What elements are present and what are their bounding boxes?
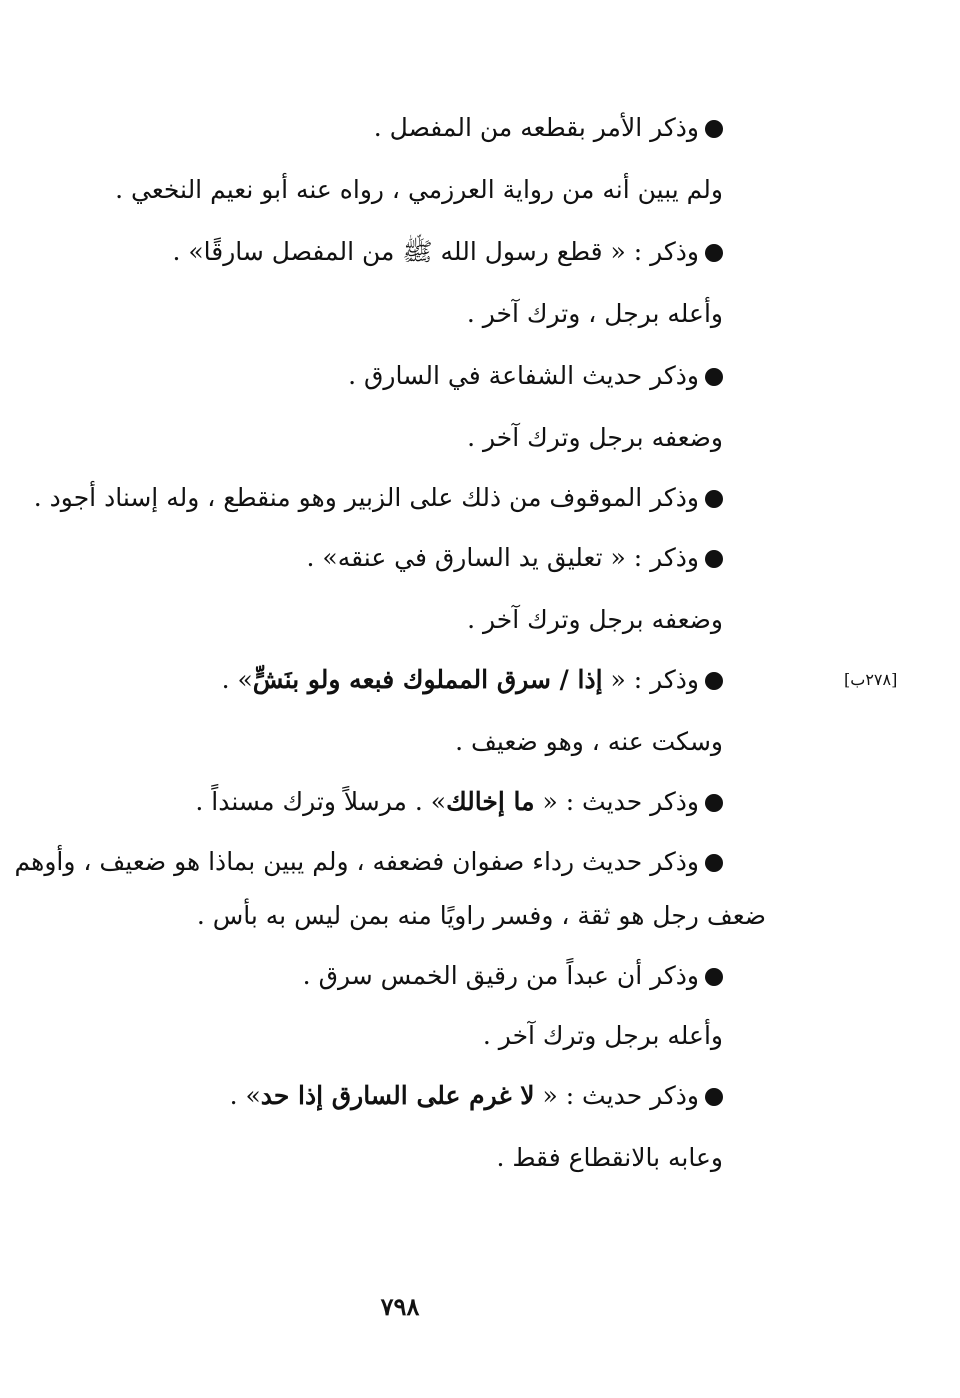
entry-line — [348, 358, 723, 394]
quoted-hadith: إذا / سرق المملوك فبعه ولو بنَشٍّ — [252, 665, 603, 694]
entry-prefix: وذكر حديث : « — [534, 1081, 699, 1110]
bullet-icon — [705, 550, 723, 568]
bullet-icon — [705, 120, 723, 138]
entry-line — [15, 844, 723, 880]
entry-line — [222, 662, 723, 698]
entry-prefix: وذكر : « — [602, 543, 699, 572]
entry-line — [307, 540, 723, 576]
comment-line — [467, 296, 723, 332]
bullet-icon — [705, 854, 723, 872]
comment-text: وعابه بالانقطاع فقط . — [496, 1143, 723, 1172]
entry-text: تعليق يد السارق في عنقه» . — [306, 543, 603, 572]
bullet-icon — [705, 490, 723, 508]
entry-suffix: » . مرسلاً وترك مسنداً . — [195, 787, 447, 816]
entry-text: وذكر الموقوف من ذلك على الزبير وهو منقطع ، وله إسناد أجود . — [33, 483, 699, 512]
comment-text: وسكت عنه ، وهو ضعيف . — [455, 727, 723, 756]
quoted-hadith: ما إخالك — [446, 787, 535, 816]
entry-line — [230, 1078, 723, 1114]
bullet-icon — [705, 672, 723, 690]
entry-text: وذكر أن عبداً من رقيق الخمس سرق . — [302, 961, 699, 990]
comment-text: ولم يبين أنه من رواية العرزمي ، رواه عنه أبو نعيم النخعي . — [115, 175, 723, 204]
manuscript-folio-marker: [٢٧٨ب] — [844, 670, 898, 689]
continuation-text: ضعف رجل هو ثقة ، وفسر راويًا منه بمن ليس به بأس . — [196, 901, 766, 930]
comment-line — [467, 602, 723, 638]
comment-text: وأعله برجل وترك آخر . — [482, 1021, 723, 1050]
comment-line — [455, 724, 723, 760]
comment-line — [483, 1018, 723, 1054]
entry-line — [303, 958, 723, 994]
bullet-icon — [705, 794, 723, 812]
entry-prefix: وذكر : « — [602, 237, 699, 266]
comment-line — [467, 420, 723, 456]
page-number: ٧٩٨ — [380, 1292, 420, 1321]
entry-text: وذكر حديث رداء صفوان فضعفه ، ولم يبين بماذا هو ضعيف ، وأوهم — [14, 847, 699, 876]
entry-line — [34, 480, 723, 516]
entry-line — [374, 110, 723, 146]
comment-text: وأعله برجل ، وترك آخر . — [466, 299, 723, 328]
entry-line — [172, 234, 723, 270]
comment-line — [115, 172, 723, 208]
entry-line — [195, 784, 723, 820]
entry-prefix: وذكر : « — [602, 665, 699, 694]
bullet-icon — [705, 244, 723, 262]
bullet-icon — [705, 368, 723, 386]
entry-suffix: » . — [229, 1081, 261, 1110]
comment-text: وضعفه برجل وترك آخر . — [467, 605, 723, 634]
quoted-hadith: لا غرم على السارق إذا حد — [260, 1081, 535, 1110]
entry-suffix: » . — [221, 665, 253, 694]
comment-text: وضعفه برجل وترك آخر . — [467, 423, 723, 452]
entry-text: قطع رسول الله ﷺ من المفصل سارقًا» . — [172, 237, 603, 266]
entry-text: وذكر الأمر بقطعه من المفصل . — [373, 113, 699, 142]
entry-text: وذكر حديث الشفاعة في السارق . — [348, 361, 699, 390]
continuation-line — [197, 898, 766, 934]
comment-line — [496, 1140, 723, 1176]
bullet-icon — [705, 968, 723, 986]
entry-prefix: وذكر حديث : « — [534, 787, 699, 816]
bullet-icon — [705, 1088, 723, 1106]
